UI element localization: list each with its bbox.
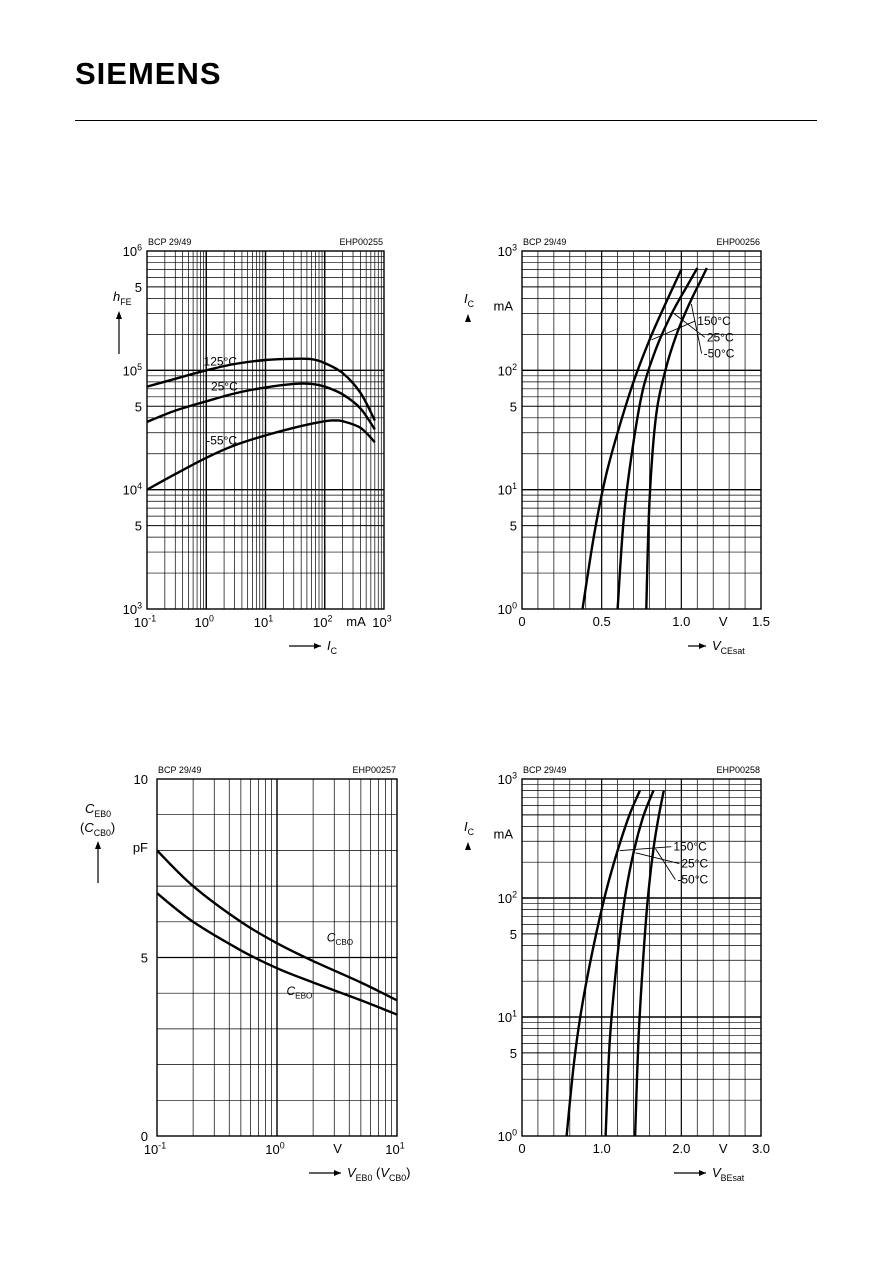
x-tick-label: $10^1$ [385, 1140, 405, 1157]
y-tick-label: $10^2$ [497, 361, 517, 379]
diagram-code-label: EHP00257 [352, 765, 396, 775]
x-tick-label: 1.0 [672, 614, 691, 629]
y-tick-label: 5 [509, 399, 517, 415]
y-axis-title: $h_{FE}$ [113, 289, 132, 307]
y-tick-label: 5 [134, 518, 142, 534]
x-tick-label: $10^3$ [372, 613, 392, 630]
x-tick-label: $10^{-1}$ [133, 613, 157, 630]
y-tick-label: 0 [140, 1129, 148, 1144]
chart-c1 [113, 237, 392, 656]
x-axis-title: $I_C$ [327, 638, 338, 656]
y-axis-title: $I_C$ [464, 291, 475, 309]
x-axis-arrowhead [314, 643, 321, 649]
x-tick-label: 3.0 [751, 1141, 771, 1156]
x-unit-label: V [718, 614, 728, 629]
x-unit-label: V [333, 1141, 342, 1156]
diagram-code-label: EHP00255 [339, 237, 383, 247]
series-line-150c [567, 791, 640, 1137]
curve-annotation: 25°C [706, 330, 734, 345]
x-tick-label: $10^0$ [194, 613, 214, 630]
series-line-25c [606, 791, 654, 1137]
series-line-125c [147, 359, 375, 421]
x-tick-label: 0 [518, 1141, 526, 1156]
diagram-code-label: EHP00256 [716, 237, 760, 247]
x-axis-title: $V_{BEsat}$ [712, 1165, 745, 1183]
y-axis-arrowhead [116, 311, 122, 319]
curve-annotation: 25°C [210, 379, 238, 394]
x-axis-arrowhead [699, 1170, 706, 1176]
y-tick-label: $10^4$ [122, 481, 142, 498]
y-tick-label: $10^0$ [497, 1127, 517, 1144]
x-tick-label: 1.0 [592, 1141, 611, 1156]
grid [157, 779, 397, 1136]
x-tick-label: $10^0$ [265, 1140, 285, 1157]
x-tick-label: $10^1$ [253, 613, 274, 630]
y-unit-label: mA [493, 826, 513, 842]
y-axis-arrowhead [95, 841, 101, 849]
y-unit-label: pF [132, 839, 148, 855]
annotation-leader [620, 847, 672, 851]
series-line--55c [147, 420, 375, 489]
y-tick-label: $10^3$ [122, 600, 142, 617]
chart-c3 [80, 765, 411, 1183]
plot-frame [522, 779, 761, 1136]
grid [147, 251, 384, 609]
part-number-label: BCP 29/49 [148, 237, 192, 247]
part-number-label: BCP 29/49 [523, 765, 567, 775]
y-tick-label: $10^5$ [122, 361, 142, 379]
y-axis-arrowhead [465, 314, 471, 322]
y-tick-label: $10^0$ [497, 600, 517, 617]
y-axis-arrowhead [465, 842, 471, 850]
y-tick-label: $10^6$ [122, 242, 142, 259]
y-tick-label: 5 [134, 279, 142, 295]
y-tick-label: $10^1$ [497, 481, 517, 498]
y-tick-label: $10^3$ [497, 770, 517, 787]
x-tick-label: 0 [518, 614, 526, 629]
curve-annotation: 25°C [681, 856, 709, 871]
chart-c4 [464, 765, 770, 1183]
plot-frame [522, 251, 761, 609]
part-number-label: BCP 29/49 [158, 765, 202, 775]
y-axis-title: $I_C$ [464, 819, 475, 837]
curve-annotation: -50°C [703, 346, 735, 361]
curve-annotation: 150°C [673, 839, 707, 854]
part-number-label: BCP 29/49 [523, 237, 567, 247]
x-unit-label: V [718, 1141, 728, 1156]
x-tick-label: 0.5 [592, 614, 611, 629]
y-tick-label: 5 [134, 399, 142, 415]
x-tick-label: $10^2$ [313, 613, 333, 630]
y-tick-label: 5 [509, 518, 517, 534]
y-tick-label: $10^2$ [497, 889, 517, 906]
curve-annotation: 125°C [203, 354, 238, 369]
x-tick-label: $10^{-1}$ [143, 1140, 167, 1157]
diagram-code-label: EHP00258 [716, 765, 760, 775]
grid [522, 779, 761, 1136]
x-tick-label: 2.0 [672, 1141, 691, 1156]
y-tick-label: $10^1$ [497, 1008, 517, 1025]
y-tick-label: 5 [140, 950, 148, 966]
y-unit-label: mA [493, 298, 513, 314]
curve-annotation: -55°C [206, 433, 238, 448]
y-tick-label: 5 [509, 1045, 517, 1061]
grid [522, 251, 761, 609]
curve-annotation: -50°C [677, 872, 709, 887]
curve-annotation: $C_{CBO}$ [326, 930, 354, 948]
y-tick-label: $10^3$ [497, 242, 517, 259]
annotation-leader [691, 304, 701, 354]
series-line-150c [583, 270, 682, 610]
y-tick-label: 5 [509, 926, 517, 942]
x-tick-label: 1.5 [751, 614, 771, 629]
x-axis-title: $V_{EB0}$ $(V_{CB0})$ [347, 1165, 411, 1183]
siemens-logo: SIEMENS [75, 56, 222, 91]
chart-c2 [464, 237, 770, 656]
x-unit-label: mA [346, 614, 366, 629]
curve-annotation: 150°C [697, 313, 731, 328]
x-axis-title: $V_{CEsat}$ [712, 638, 745, 656]
x-axis-arrowhead [334, 1170, 341, 1176]
y-axis-title: $C_{EB0}$ [85, 801, 112, 819]
curve-annotation: $C_{EBO}$ [286, 983, 313, 1001]
y-axis-title-alt: $(C_{CB0})$ [80, 820, 116, 838]
y-tick-label: 10 [133, 772, 148, 787]
annotation-leader [651, 321, 695, 340]
x-axis-arrowhead [699, 643, 706, 649]
